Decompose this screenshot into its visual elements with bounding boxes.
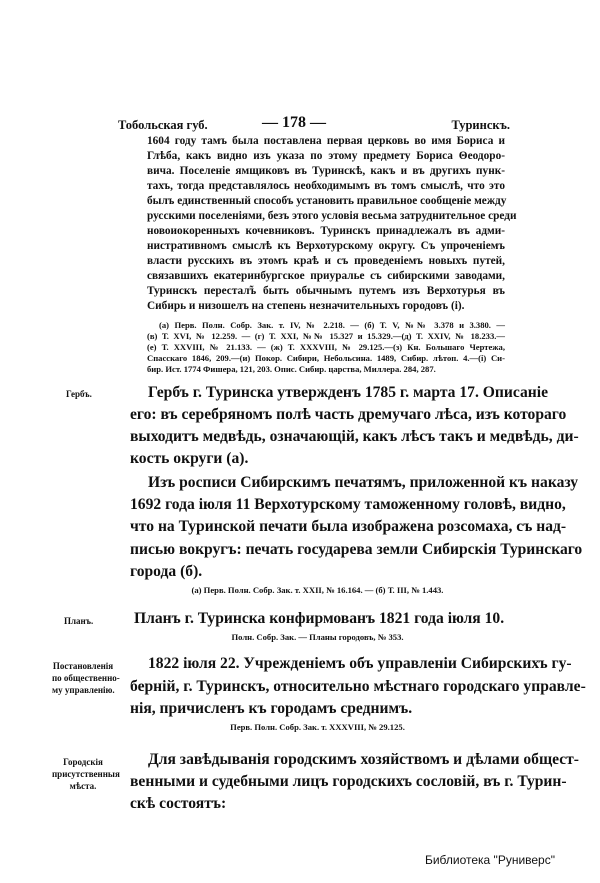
text-line: скѣ состоятъ:	[130, 795, 227, 812]
footnote-line: (е) Т. XXVIII, № 21.133. — (ж) Т. XXXVIII, № 29.125.—(з) Кн. Большаго Чертежа,	[147, 342, 505, 352]
text-line: русскими поселеніями, безъ этого условія весьма затруднительное среди	[147, 210, 517, 222]
side-label: Планъ.	[64, 616, 94, 626]
text-line: Глѣба, какъ видно изъ указа по этому предмету Бориса Θеодоро-	[147, 150, 505, 162]
side-label-line: Постановленія	[52, 661, 114, 671]
text-line: города (б).	[130, 563, 203, 580]
text-line: вича. Поселеніе ямщиковъ въ Туринскѣ, какъ и въ другихъ пунк-	[147, 165, 505, 177]
text-line: венными и судебными лицъ городскихъ сословій, въ г. Турин-	[130, 773, 567, 790]
side-label: Гербъ.	[66, 389, 92, 399]
library-watermark: Библиотека "Руниверс"	[424, 853, 555, 867]
text-line: Туринскъ перестал̃ъ быть обычнымъ путемъ изъ Верхотурья въ	[147, 285, 505, 297]
side-label	[52, 660, 120, 696]
text-line: берній, г. Туринскъ, относительно мѣстнаго городскаго управле-	[130, 678, 586, 695]
footnote: (а) Перв. Полн. Собр. Зак. т. XXII, № 16.164. — (б) Т. III, № 1.443.	[191, 585, 444, 595]
footnote-line: Спасскаго 1846, 209.—(и) Покор. Сибири, Небольсина. 1489, Сибир. лѣтоп. 4.—(і) Си-	[147, 353, 505, 363]
header-left: Тобольская губ.	[118, 118, 208, 132]
text-line: писью вокругъ: печать государева земли Сибирскія Туринскаго	[130, 541, 583, 558]
side-label-line: присутственныя	[52, 769, 120, 779]
text-line: 1692 года іюля 11 Верхотурскому таможенному головѣ, видно,	[130, 496, 566, 513]
side-label-line: Городскія	[63, 757, 103, 767]
header-right: Туринскъ.	[451, 118, 510, 132]
footnote: Полн. Собр. Зак. — Планы городовъ, № 353.	[231, 632, 404, 642]
text-line: 1822 іюля 22. Учрежденіемъ объ управленіи Сибирскихъ гу-	[148, 655, 572, 672]
text-line: новоиокоренныхъ кочевниковъ. Туринскъ принадлежалъ въ адми-	[147, 225, 505, 237]
side-label	[52, 756, 120, 792]
side-label-line: по общественно-	[52, 673, 120, 683]
text-line: тахъ, тогда представлялось необходимымъ въ томъ смыслѣ, что это	[147, 180, 505, 192]
footnote: Перв. Полн. Собр. Зак. т. XXXVIII, № 29.125.	[230, 722, 405, 732]
text-line: Планъ г. Туринска конфирмованъ 1821 года іюля 10.	[134, 610, 505, 627]
page-number: — 178 —	[262, 114, 326, 131]
text-line: его: въ серебряномъ полѣ часть дремучаго лѣса, изъ котораго	[130, 406, 567, 423]
footnote-line: бир. Ист. 1774 Фишера, 121, 203. Опис. Сибир. царства, Миллера. 284, 287.	[147, 364, 436, 374]
side-label-line: му управленію.	[52, 685, 115, 695]
text-line: Сибирь и низошелъ на степень незначительныхъ городовъ (і).	[147, 300, 465, 312]
text-line: власти русскихъ въ этомъ краѣ и съ проведеніемъ новыхъ путей,	[147, 255, 505, 267]
text-line: 1604 году тамъ была поставлена первая церковь во имя Бориса и	[147, 135, 505, 147]
text-line: Изъ росписи Сибирскимъ печатямъ, приложенной къ наказу	[148, 474, 579, 491]
side-label-line: мѣста.	[69, 781, 97, 791]
text-line: нистративномъ смыслѣ къ Верхотурскому округу. Съ упроченіемъ	[147, 240, 505, 252]
text-line: былъ единственный способъ установить правильное сообщеніе между	[147, 195, 507, 207]
text-line: выходитъ медвѣдь, означающій, какъ лѣсъ такъ и медвѣдь, ди-	[130, 428, 579, 445]
text-line: Для завѣдыванія городскимъ хозяйствомъ и дѣлами общест-	[148, 751, 580, 768]
footnote-line: (а) Перв. Полн. Собр. Зак. т. IV, № 2.218. — (б) Т. V, №№ 3.378 и 3.380. —	[159, 320, 505, 330]
text-line: что на Туринской печати была изображена розсомаха, съ над-	[130, 518, 567, 535]
footnote-line: (в) Т. XVI, № 12.259. — (г) Т. XXI, №№ 15.327 и 15.329.—(д) Т. XXIV, № 18.233.—	[147, 331, 505, 341]
text-line: нія, причисленъ къ городамъ среднимъ.	[130, 700, 413, 717]
text-line: связавшихъ екатеринбургское приуралье съ сибирскими заводами,	[147, 270, 505, 282]
text-line: Гербъ г. Туринска утвержденъ 1785 г. марта 17. Описаніе	[148, 384, 548, 401]
text-line: кость округи (а).	[130, 450, 249, 467]
